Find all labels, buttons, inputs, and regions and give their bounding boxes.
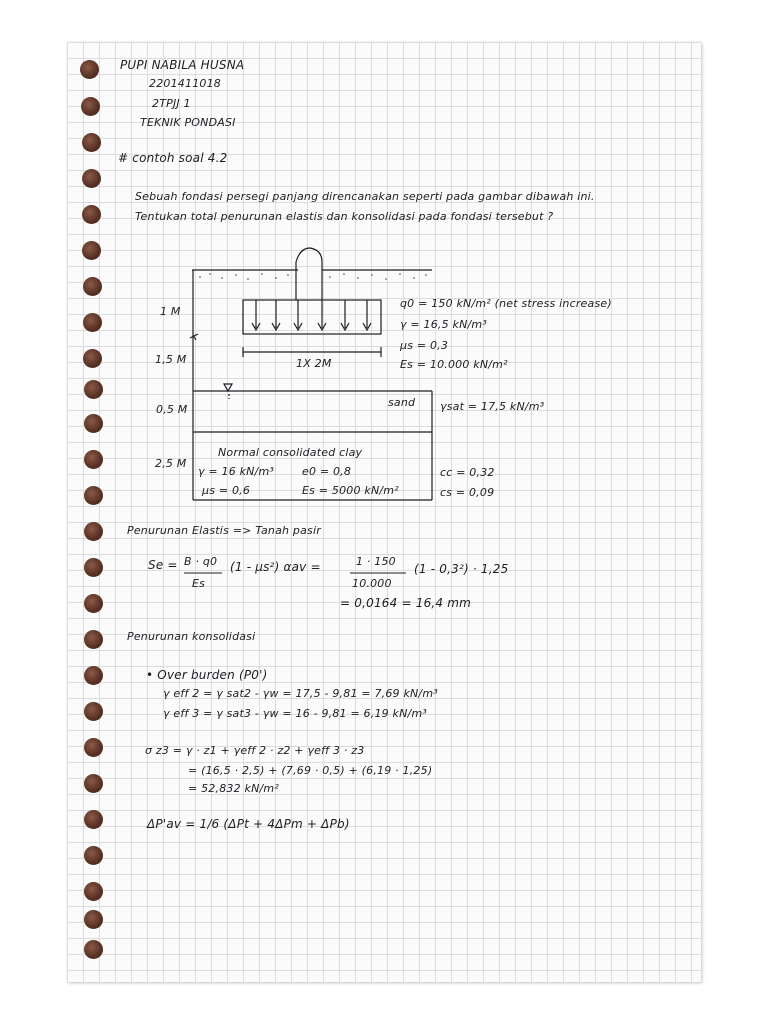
fraction-1-numerator: B · q0 bbox=[184, 555, 218, 568]
consolidation-heading: Penurunan konsolidasi bbox=[127, 630, 256, 643]
course-label: TEKNIK PONDASI bbox=[140, 116, 236, 129]
sand-elastic-modulus: Es = 10.000 kN/m² bbox=[400, 358, 508, 371]
elastic-heading: Penurunan Elastis => Tanah pasir bbox=[127, 524, 321, 537]
elastic-tail-term: (1 - 0,3²) · 1,25 bbox=[414, 562, 509, 576]
sand-poisson-ratio: μs = 0,3 bbox=[400, 339, 449, 352]
se-label: Se = bbox=[148, 558, 178, 572]
effective-unit-weight-2: γ eff 2 = γ sat2 - γw = 17,5 - 9,81 = 7,69 kN/m³ bbox=[163, 687, 438, 700]
net-stress-label: q0 = 150 kN/m² (net stress increase) bbox=[400, 297, 612, 310]
depth-label-2: 1,5 M bbox=[155, 353, 187, 366]
clay-poisson-ratio: μs = 0,6 bbox=[202, 484, 251, 497]
clay-layer-title: Normal consolidated clay bbox=[218, 446, 363, 459]
problem-text-line-1: Sebuah fondasi persegi panjang direncanakan seperti pada gambar dibawah ini. bbox=[135, 190, 595, 203]
clay-void-ratio: e0 = 0,8 bbox=[302, 465, 352, 478]
problem-title: # contoh soal 4.2 bbox=[118, 151, 228, 165]
compression-index: cc = 0,32 bbox=[440, 466, 495, 479]
depth-label-4: 2,5 M bbox=[155, 457, 187, 470]
sigma-equation-line-3: = 52,832 kN/m² bbox=[188, 782, 279, 795]
footing-width-label: 1X 2M bbox=[296, 357, 332, 370]
clay-unit-weight: γ = 16 kN/m³ bbox=[198, 465, 275, 478]
fraction-1-denominator: Es bbox=[192, 577, 206, 590]
average-stress-increase: ΔP'av = 1/6 (ΔPt + 4ΔPm + ΔPb) bbox=[147, 817, 350, 831]
class-label: 2TPJJ 1 bbox=[152, 97, 191, 110]
student-name: PUPI NABILA HUSNA bbox=[120, 58, 245, 72]
fraction-2-numerator: 1 · 150 bbox=[356, 555, 396, 568]
depth-label-1: 1 M bbox=[160, 305, 181, 318]
saturated-unit-weight: γsat = 17,5 kN/m³ bbox=[440, 400, 545, 413]
sigma-equation-line-1: σ z3 = γ · z1 + γeff 2 · z2 + γeff 3 · z3 bbox=[145, 744, 365, 757]
student-id: 2201411018 bbox=[149, 77, 221, 90]
effective-unit-weight-3: γ eff 3 = γ sat3 - γw = 16 - 9,81 = 6,19 kN/m³ bbox=[163, 707, 427, 720]
problem-text-line-2: Tentukan total penurunan elastis dan konsolidasi pada fondasi tersebut ? bbox=[135, 210, 554, 223]
fraction-2-denominator: 10.000 bbox=[352, 577, 392, 590]
sigma-equation-line-2: = (16,5 · 2,5) + (7,69 · 0,5) + (6,19 · 1,25) bbox=[188, 764, 433, 777]
overburden-bullet: • Over burden (P0') bbox=[146, 668, 268, 682]
elastic-result: = 0,0164 = 16,4 mm bbox=[340, 596, 472, 610]
sand-layer-label: sand bbox=[388, 396, 416, 409]
depth-label-3: 0,5 M bbox=[156, 403, 188, 416]
sand-unit-weight: γ = 16,5 kN/m³ bbox=[400, 318, 487, 331]
swell-index: cs = 0,09 bbox=[440, 486, 495, 499]
clay-elastic-modulus: Es = 5000 kN/m² bbox=[302, 484, 399, 497]
elastic-middle-term: (1 - μs²) αav = bbox=[230, 560, 321, 574]
